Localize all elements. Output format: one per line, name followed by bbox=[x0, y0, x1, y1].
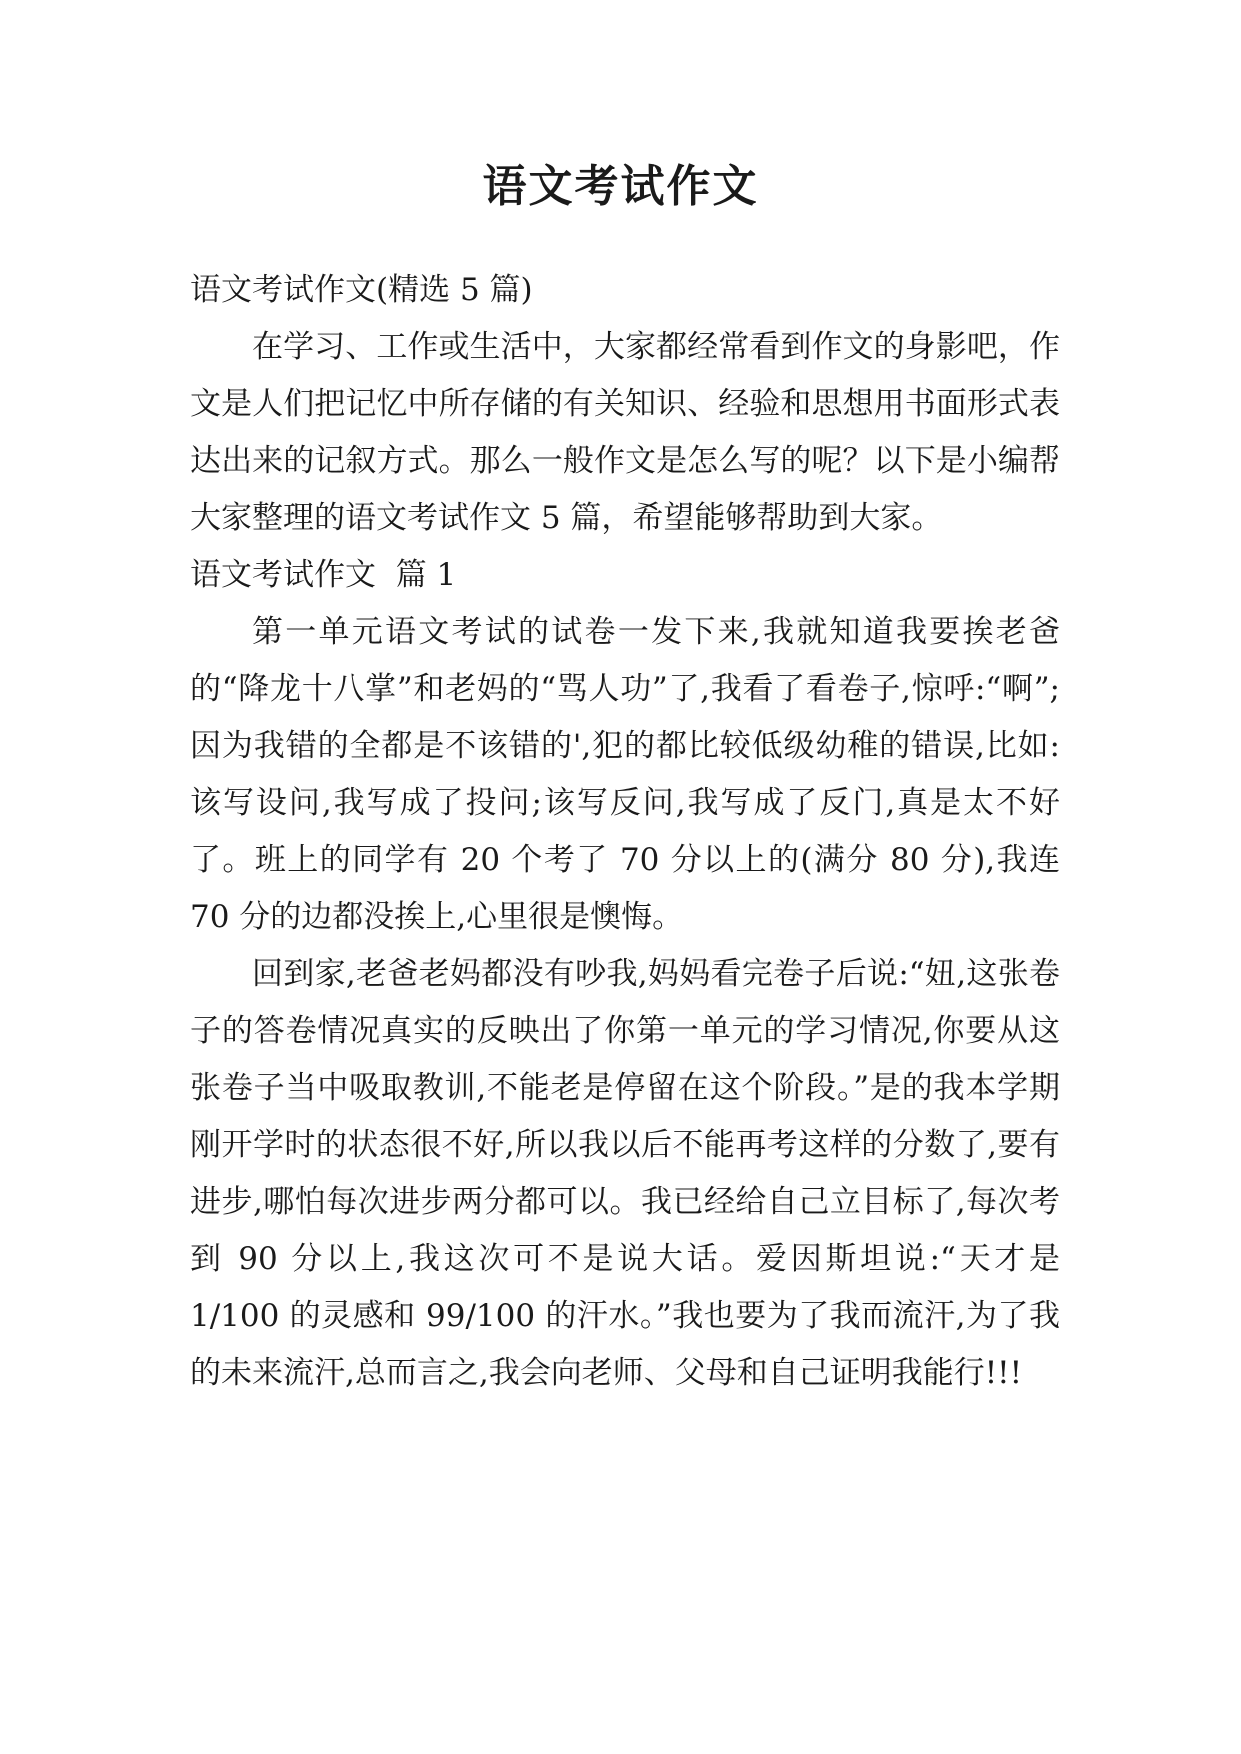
document-subtitle: 语文考试作文(精选 5 篇) bbox=[190, 272, 533, 308]
intro-paragraph: 在学习、工作或生活中，大家都经常看到作文的身影吧，作文是人们把记忆中所存储的有关知识、经验和思想用书面形式表达出来的记叙方式。那么一般作文是怎么写的呢？以下是小编帮大家整理的语文考试作文 5 篇，希望能够帮助到大家。 bbox=[190, 329, 1060, 536]
body-paragraph-2: 回到家,老爸老妈都没有吵我,妈妈看完卷子后说:“妞,这张卷子的答卷情况真实的反映出了你第一单元的学习情况,你要从这张卷子当中吸取教训,不能老是停留在这个阶段。”是的我本学期刚开学时的状态很不好,所以我以后不能再考这样的分数了,要有进步,哪怕每次进步两分都可以。我已经给自己立目标了,每次考到 90 分以上,我这次可不是说大话。爱因斯坦说:“天才是 1/100 的灵感和 99/100 的汗水。”我也要为了我而流汗,为了我的未来流汗,总而言之,我会向老师、父母和自己证明我能行!!! bbox=[190, 956, 1060, 1391]
document-body bbox=[190, 262, 1060, 1402]
section-heading: 语文考试作文 篇 1 bbox=[190, 557, 457, 593]
body-paragraph-1: 第一单元语文考试的试卷一发下来,我就知道我要挨老爸的“降龙十八掌”和老妈的“骂人功”了,我看了看卷子,惊呼:“啊”;因为我错的全都是不该错的',犯的都比较低级幼稚的错误,比如:该写设问,我写成了投问;该写反问,我写成了反门,真是太不好了。班上的同学有 20 个考了 70 分以上的(满分 80 分),我连 70 分的边都没挨上,心里很是懊悔。 bbox=[190, 614, 1060, 935]
page-title: 语文考试作文 bbox=[482, 161, 759, 212]
